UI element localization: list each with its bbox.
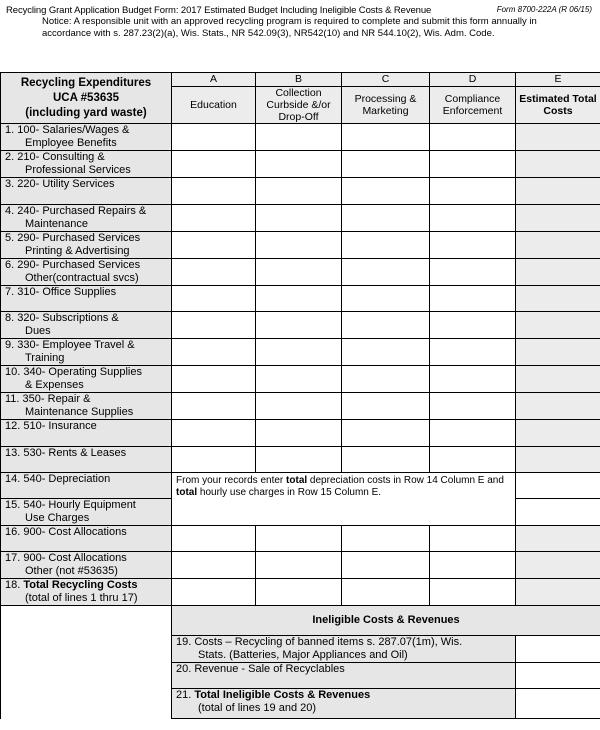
- row-label: [1, 579, 172, 606]
- column-header-compliance: Compliance Enforcement: [430, 87, 516, 124]
- row-label-line1: 220- Utility Services: [17, 178, 115, 190]
- cell-input[interactable]: [430, 366, 516, 393]
- row-label-line1: 100- Salaries/Wages &: [17, 124, 130, 136]
- cell-input[interactable]: [256, 259, 342, 286]
- cell-input[interactable]: [430, 552, 516, 579]
- row-number: 11.: [5, 393, 20, 405]
- row-label-line1: 340- Operating Supplies: [23, 366, 142, 378]
- blank-area: [1, 606, 172, 719]
- form-number: Form 8700-222A (R 06/15): [496, 5, 592, 14]
- note-fragment: depreciation costs in Row 14 Column E and: [307, 475, 504, 486]
- cell-input[interactable]: [342, 393, 430, 420]
- cell-input[interactable]: [430, 339, 516, 366]
- cell-total-input[interactable]: [516, 636, 600, 663]
- cell-input[interactable]: [430, 286, 516, 312]
- row-label-line1: 290- Purchased Services: [17, 232, 141, 244]
- cell-input[interactable]: [430, 232, 516, 259]
- cell-input[interactable]: [172, 312, 256, 339]
- row-label-line2: Printing & Advertising: [25, 245, 130, 257]
- cell-input[interactable]: [172, 393, 256, 420]
- table-row: [1, 312, 600, 339]
- row-number: 17.: [5, 552, 21, 564]
- note-fragment: total: [176, 487, 198, 498]
- table-row: [1, 232, 600, 259]
- ineligible-label-line2: Stats. (Batteries, Major Appliances and Oil): [198, 649, 408, 661]
- row-label-line1: 540- Depreciation: [23, 473, 111, 485]
- column-letter-e: E: [516, 73, 600, 87]
- row-label: [1, 447, 172, 473]
- cell-input[interactable]: [172, 447, 256, 473]
- cell-input[interactable]: [342, 259, 430, 286]
- cell-total-input[interactable]: [516, 286, 600, 312]
- cell-input[interactable]: [430, 312, 516, 339]
- row-number: 16.: [5, 526, 21, 538]
- row-label-line1: 900- Cost Allocations: [23, 526, 127, 538]
- cell-total-input[interactable]: [516, 689, 600, 719]
- ineligible-label-line2: (total of lines 19 and 20): [198, 702, 317, 714]
- column-header-processing: Processing & Marketing: [342, 87, 430, 124]
- row-label-line1: 530- Rents & Leases: [23, 447, 127, 459]
- row-label-line1: 290- Purchased Services: [17, 259, 141, 271]
- row-label: [1, 286, 172, 312]
- row-label-line1: 900- Cost Allocations: [23, 552, 127, 564]
- row-number: 21.: [176, 689, 192, 701]
- row-label: [1, 420, 172, 447]
- cell-input[interactable]: [256, 420, 342, 447]
- row-label-line1: 540- Hourly Equipment: [23, 499, 136, 511]
- ineligible-label-line1: 20. Revenue - Sale of Recyclables: [176, 663, 345, 675]
- cell-input[interactable]: [430, 259, 516, 286]
- cell-input[interactable]: [342, 526, 430, 552]
- row-label-line2: Other(contractual svcs): [25, 272, 139, 284]
- table-row: [1, 259, 600, 286]
- cell-input[interactable]: [342, 420, 430, 447]
- cell-input[interactable]: [342, 579, 430, 606]
- cell-input[interactable]: [342, 178, 430, 205]
- cell-input[interactable]: [342, 366, 430, 393]
- cell-total-input[interactable]: [516, 579, 600, 606]
- table-row: [1, 393, 600, 420]
- row-number: 4.: [5, 205, 15, 217]
- cell-input[interactable]: [172, 526, 256, 552]
- row-label: [1, 366, 172, 393]
- row-label: [1, 232, 172, 259]
- table-row: [1, 473, 600, 499]
- row-label-line2: Maintenance: [25, 218, 88, 230]
- note-fragment: From your records enter: [176, 475, 287, 486]
- expenditures-header: Recycling Expenditures UCA #53635 (including yard waste): [1, 73, 172, 124]
- ineligible-label-line1: Total Ineligible Costs & Revenues: [194, 689, 371, 701]
- cell-input[interactable]: [342, 286, 430, 312]
- cell-input[interactable]: [256, 393, 342, 420]
- cell-input[interactable]: [430, 393, 516, 420]
- cell-input[interactable]: [172, 178, 256, 205]
- cell-total-input[interactable]: [516, 663, 600, 689]
- cell-input[interactable]: [430, 447, 516, 473]
- table-row: [1, 124, 600, 151]
- row-label: [1, 552, 172, 579]
- column-header-total: Estimated Total Costs: [516, 87, 600, 124]
- cell-input[interactable]: [256, 447, 342, 473]
- budget-table: [0, 72, 600, 719]
- cell-input[interactable]: [342, 151, 430, 178]
- cell-input[interactable]: [342, 312, 430, 339]
- column-letter-c: C: [342, 73, 430, 87]
- cell-total-input[interactable]: [516, 178, 600, 205]
- cell-input[interactable]: [256, 286, 342, 312]
- cell-total-input[interactable]: [516, 259, 600, 286]
- row-label: [1, 526, 172, 552]
- cell-input[interactable]: [430, 526, 516, 552]
- row-label-line1: 240- Purchased Repairs &: [17, 205, 147, 217]
- column-header-collection: Collection Curbside &/or Drop-Off: [256, 87, 342, 124]
- row-number: 9.: [5, 339, 15, 351]
- row-number: 14.: [5, 473, 21, 485]
- cell-total-input[interactable]: [516, 447, 600, 473]
- cell-input[interactable]: [430, 178, 516, 205]
- cell-input[interactable]: [172, 259, 256, 286]
- row-label: [1, 124, 172, 151]
- cell-input[interactable]: [256, 552, 342, 579]
- row-label: [1, 393, 172, 420]
- row-number: 2.: [5, 151, 15, 163]
- cell-input[interactable]: [430, 124, 516, 151]
- row-label: [1, 312, 172, 339]
- cell-input[interactable]: [342, 339, 430, 366]
- cell-total-input[interactable]: [516, 473, 600, 499]
- row-label-line1: 510- Insurance: [23, 420, 97, 432]
- cell-input[interactable]: [172, 366, 256, 393]
- table-row: [1, 151, 600, 178]
- cell-input[interactable]: [172, 420, 256, 447]
- cell-input[interactable]: [342, 552, 430, 579]
- row-label: [1, 339, 172, 366]
- cell-input[interactable]: [430, 151, 516, 178]
- cell-input[interactable]: [256, 366, 342, 393]
- cell-input[interactable]: [430, 205, 516, 232]
- ineligible-label: [172, 636, 516, 663]
- cell-total-input[interactable]: [516, 526, 600, 552]
- cell-input[interactable]: [172, 579, 256, 606]
- cell-input[interactable]: [256, 312, 342, 339]
- cell-total-input[interactable]: [516, 124, 600, 151]
- row-label-line2: & Expenses: [25, 379, 84, 391]
- table-row: [1, 366, 600, 393]
- row-label-line2: Dues: [25, 325, 51, 337]
- ineligible-label-line1: 19. Costs – Recycling of banned items s. 287.07(1m), Wis.: [176, 636, 463, 648]
- form-title: Recycling Grant Application Budget Form: 2017 Estimated Budget Including Ineligible Costs & Revenue: [6, 5, 432, 16]
- cell-input[interactable]: [256, 124, 342, 151]
- depreciation-note: [172, 473, 516, 526]
- cell-total-input[interactable]: [516, 205, 600, 232]
- row-label-line2: Maintenance Supplies: [25, 406, 134, 418]
- cell-input[interactable]: [172, 552, 256, 579]
- cell-input[interactable]: [172, 286, 256, 312]
- cell-input[interactable]: [256, 339, 342, 366]
- row-label-line2: Training: [25, 352, 65, 364]
- cell-total-input[interactable]: [516, 366, 600, 393]
- note-fragment: total: [286, 475, 308, 486]
- row-number: 12.: [5, 420, 21, 432]
- row-number: 6.: [5, 259, 15, 271]
- note-fragment: hourly use charges in Row 15 Column E.: [197, 487, 382, 498]
- table-row: [1, 447, 600, 473]
- row-label-line1: 330- Employee Travel &: [17, 339, 135, 351]
- row-label: [1, 473, 172, 499]
- row-number: 15.: [5, 499, 21, 511]
- cell-total-input[interactable]: [516, 312, 600, 339]
- cell-total-input[interactable]: [516, 393, 600, 420]
- row-label-line2: Other (not #53635): [25, 565, 118, 577]
- table-row: [1, 339, 600, 366]
- row-label: [1, 151, 172, 178]
- row-label: [1, 178, 172, 205]
- row-number: 18.: [5, 579, 21, 591]
- row-label-line1: 320- Subscriptions &: [17, 312, 119, 324]
- row-number: 5.: [5, 232, 15, 244]
- row-label-line2: (total of lines 1 thru 17): [25, 592, 138, 604]
- cell-input[interactable]: [342, 205, 430, 232]
- table-row: [1, 579, 600, 606]
- column-header-education: Education: [172, 87, 256, 124]
- row-number: 3.: [5, 178, 15, 190]
- row-label-line1: 310- Office Supplies: [17, 286, 117, 298]
- ineligible-header-row: [1, 606, 600, 636]
- cell-total-input[interactable]: [516, 151, 600, 178]
- cell-input[interactable]: [256, 526, 342, 552]
- table-row: [1, 526, 600, 552]
- form-header: [6, 5, 596, 16]
- table-row: [1, 552, 600, 579]
- row-label-line1: Total Recycling Costs: [23, 579, 138, 591]
- column-letter-b: B: [256, 73, 342, 87]
- cell-input[interactable]: [256, 579, 342, 606]
- row-label-line1: 350- Repair &: [22, 393, 91, 405]
- row-number: 7.: [5, 286, 15, 298]
- cell-input[interactable]: [172, 124, 256, 151]
- cell-input[interactable]: [256, 151, 342, 178]
- cell-input[interactable]: [342, 447, 430, 473]
- cell-input[interactable]: [172, 232, 256, 259]
- cell-input[interactable]: [342, 232, 430, 259]
- cell-total-input[interactable]: [516, 552, 600, 579]
- ineligible-label: [172, 663, 516, 689]
- cell-input[interactable]: [430, 579, 516, 606]
- row-label: [1, 259, 172, 286]
- table-row: [1, 286, 600, 312]
- row-label-line2: Use Charges: [25, 512, 90, 524]
- cell-total-input[interactable]: [516, 420, 600, 447]
- row-number: 10.: [5, 366, 21, 378]
- column-letter-a: A: [172, 73, 256, 87]
- cell-input[interactable]: [256, 178, 342, 205]
- table-row: [1, 205, 600, 232]
- cell-input[interactable]: [172, 339, 256, 366]
- cell-total-input[interactable]: [516, 232, 600, 259]
- column-letter-d: D: [430, 73, 516, 87]
- row-label: [1, 205, 172, 232]
- ineligible-header: Ineligible Costs & Revenues: [172, 606, 600, 636]
- cell-input[interactable]: [172, 151, 256, 178]
- cell-input[interactable]: [430, 420, 516, 447]
- row-label-line2: Employee Benefits: [25, 137, 117, 149]
- row-label: [1, 499, 172, 526]
- cell-total-input[interactable]: [516, 339, 600, 366]
- row-label-line1: 210- Consulting &: [17, 151, 105, 163]
- table-row: [1, 420, 600, 447]
- row-number: 1.: [5, 124, 15, 136]
- row-number: 8.: [5, 312, 15, 324]
- row-label-line2: Professional Services: [25, 164, 131, 176]
- table-row: [1, 178, 600, 205]
- cell-input[interactable]: [172, 205, 256, 232]
- notice-text: Notice: A responsible unit with an approved recycling program is required to complete and submit this form annually in accordance with s. 287.23(2)(a), Wis. Stats., NR 542.09(3), NR542(10) and NR 544.10(2), Wis. Adm. Code.: [42, 16, 537, 39]
- cell-input[interactable]: [342, 124, 430, 151]
- cell-total-input[interactable]: [516, 499, 600, 526]
- cell-input[interactable]: [256, 205, 342, 232]
- ineligible-label: [172, 689, 516, 719]
- cell-input[interactable]: [256, 232, 342, 259]
- row-number: 13.: [5, 447, 21, 459]
